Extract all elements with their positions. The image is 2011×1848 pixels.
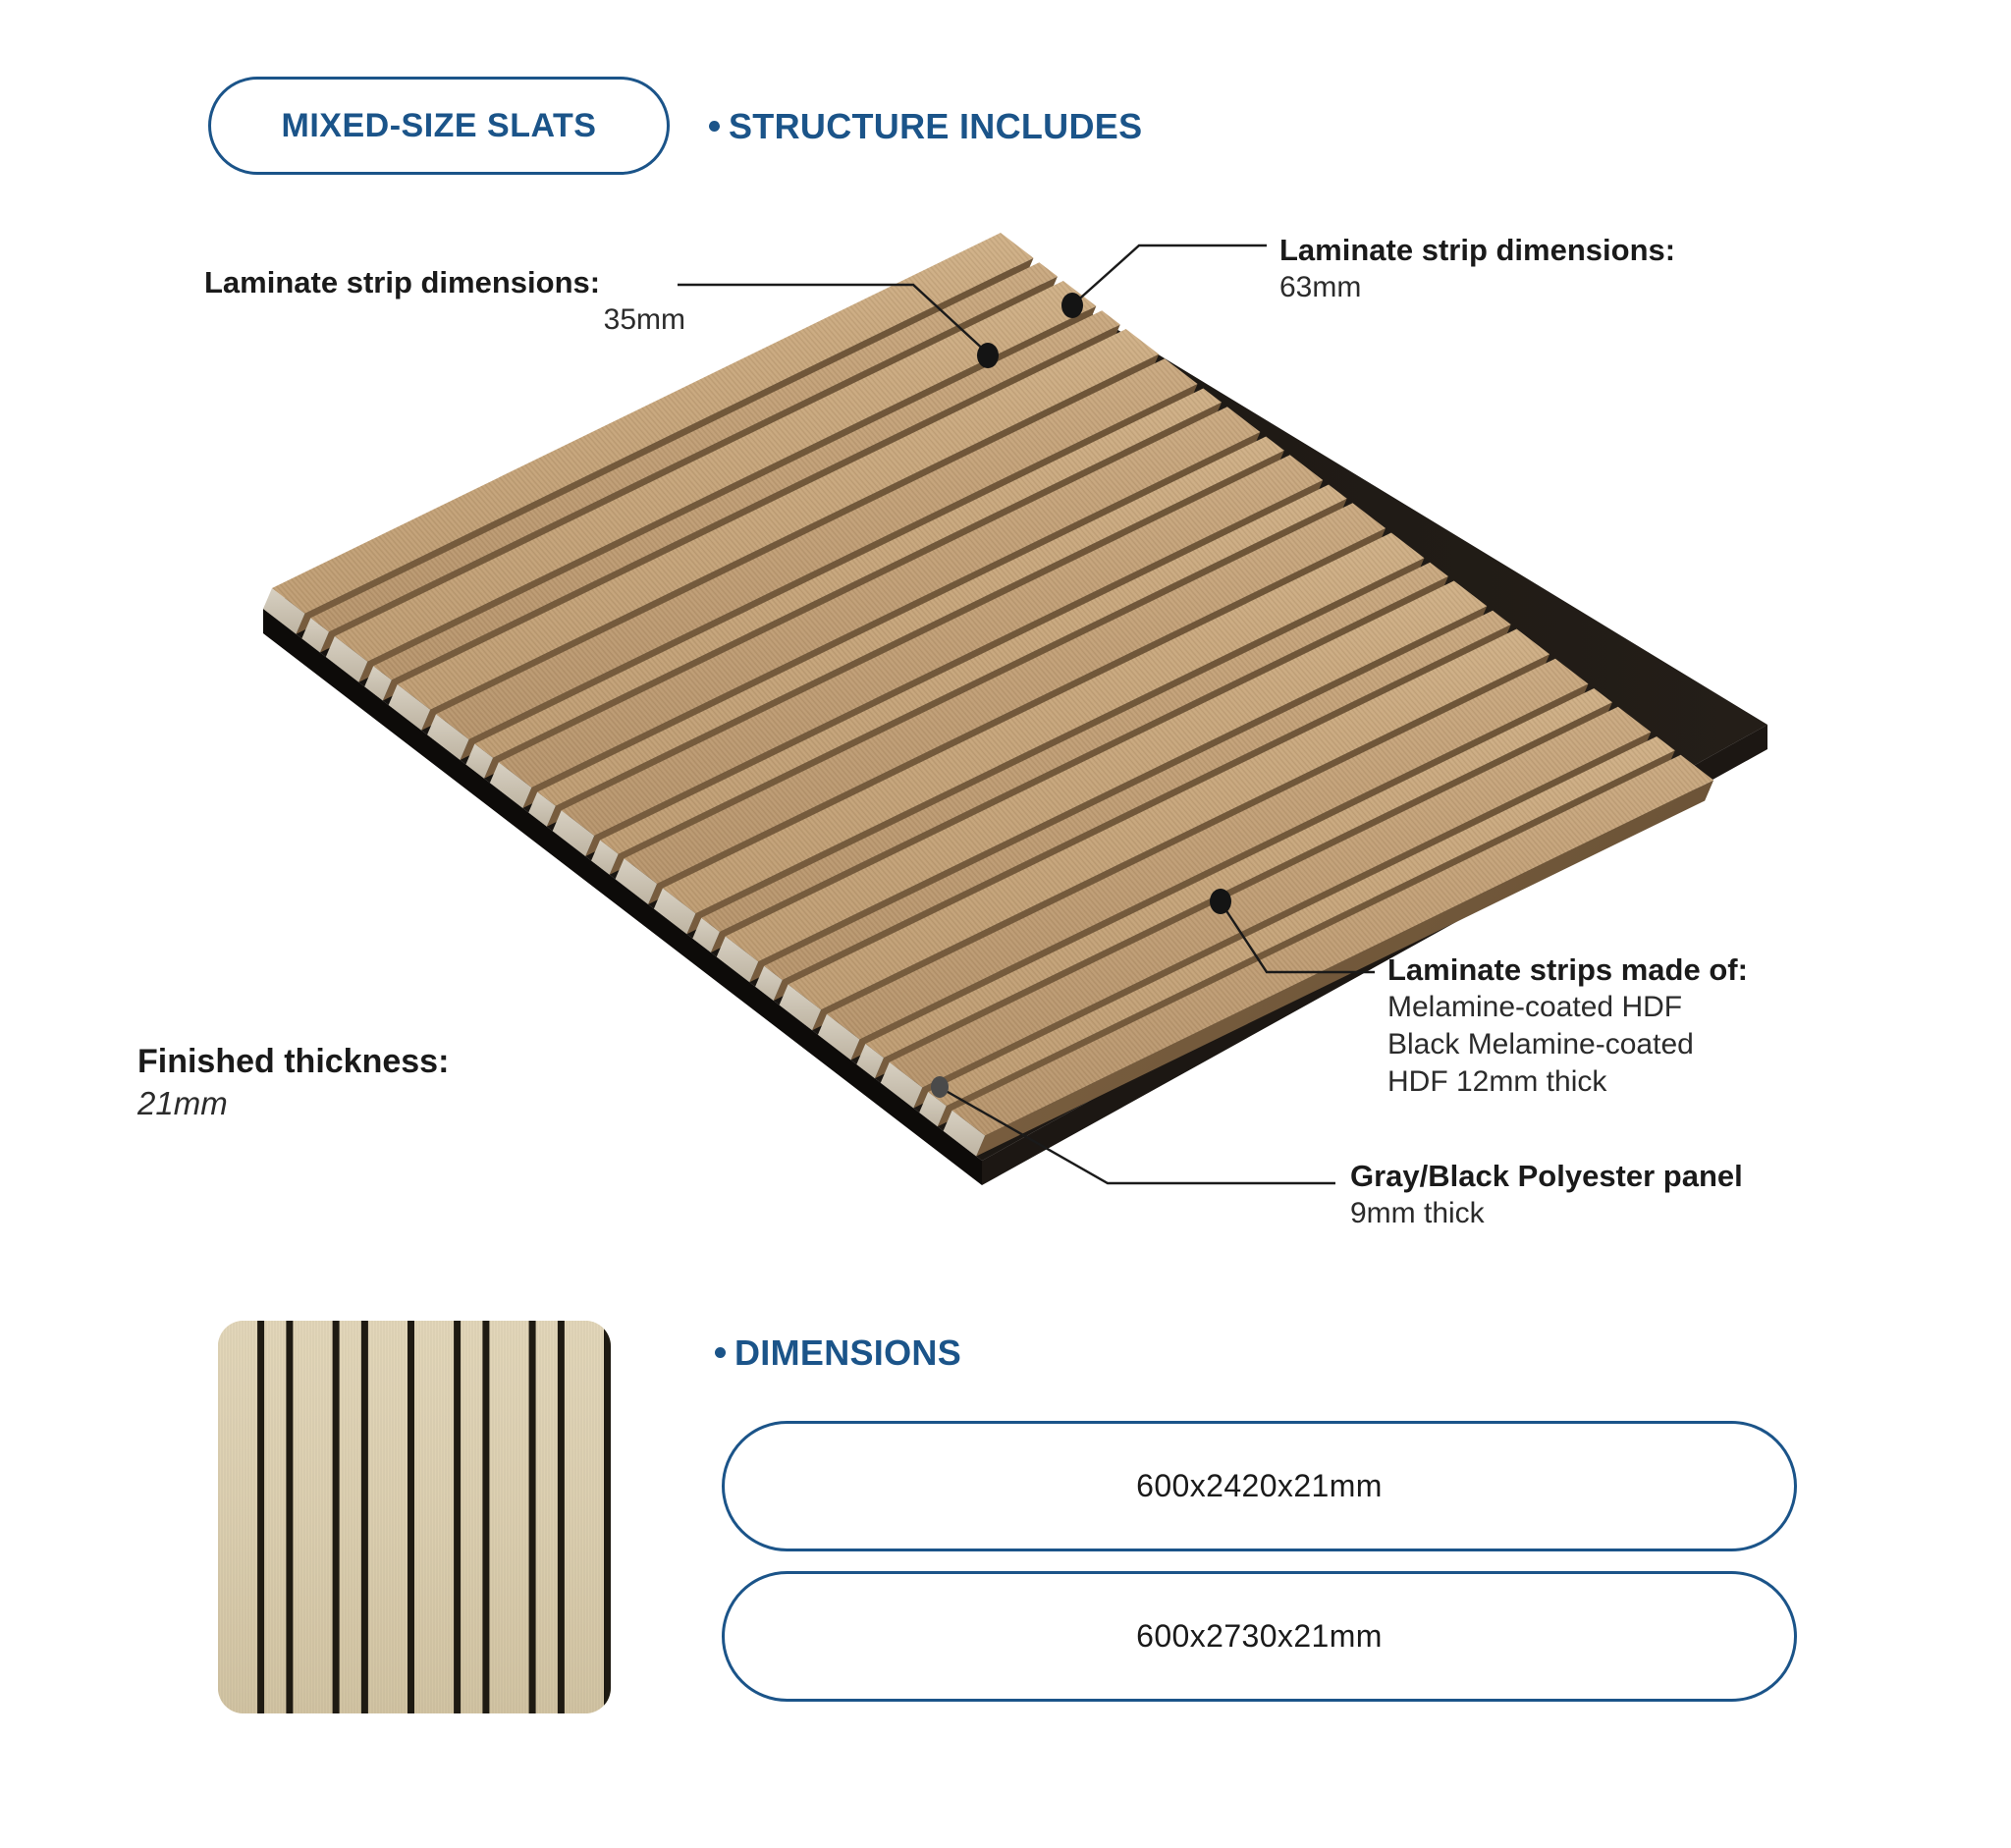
callout-slat-wide-value: 63mm bbox=[1279, 271, 1362, 304]
dot-marker-backing bbox=[931, 1076, 949, 1098]
callout-backing-panel bbox=[1350, 1157, 1743, 1232]
swatch-groove bbox=[257, 1321, 264, 1713]
dimension-option-0-label: 600x2420x21mm bbox=[1136, 1468, 1383, 1503]
swatch-groove bbox=[529, 1321, 536, 1713]
bullet-icon bbox=[715, 1347, 726, 1358]
dot-marker-35mm bbox=[977, 343, 999, 368]
callout-laminate-title: Laminate strips made of: bbox=[1387, 952, 1748, 987]
callout-thickness-value: 21mm bbox=[137, 1084, 228, 1121]
swatch-groove bbox=[482, 1321, 489, 1713]
swatch-svg bbox=[218, 1321, 611, 1713]
dimension-option-1-label: 600x2730x21mm bbox=[1136, 1618, 1383, 1654]
callout-thickness-title: Finished thickness: bbox=[137, 1043, 450, 1080]
callout-slat-wide-title: Laminate strip dimensions: bbox=[1279, 233, 1676, 267]
callout-finished-thickness bbox=[137, 1041, 449, 1123]
mixed-size-slats-label: MIXED-SIZE SLATS bbox=[281, 106, 597, 144]
swatch-groove bbox=[408, 1321, 414, 1713]
callout-laminate-material bbox=[1387, 951, 1748, 1100]
dimensions-heading bbox=[715, 1332, 961, 1374]
callout-slat-wide bbox=[1279, 231, 1675, 306]
callout-backing-value: 9mm thick bbox=[1350, 1197, 1485, 1230]
swatch-groove bbox=[286, 1321, 293, 1713]
structure-includes-label: STRUCTURE INCLUDES bbox=[729, 106, 1143, 146]
callout-slat-narrow bbox=[204, 263, 695, 339]
dimension-option-1[interactable] bbox=[722, 1571, 1797, 1702]
swatch-groove bbox=[333, 1321, 340, 1713]
callout-backing-title: Gray/Black Polyester panel bbox=[1350, 1159, 1743, 1193]
swatch-groove bbox=[454, 1321, 461, 1713]
callout-laminate-line2: Black Melamine-coated bbox=[1387, 1027, 1694, 1060]
callout-laminate-line3: HDF 12mm thick bbox=[1387, 1064, 1607, 1098]
dot-marker-laminate bbox=[1210, 889, 1231, 914]
dimension-option-0[interactable] bbox=[722, 1421, 1797, 1551]
callout-slat-narrow-value: 35mm bbox=[603, 303, 685, 337]
callout-slat-narrow-title: Laminate strip dimensions: bbox=[204, 265, 601, 299]
panel-swatch-thumbnail bbox=[218, 1321, 611, 1713]
dimensions-label: DIMENSIONS bbox=[734, 1332, 962, 1373]
callout-laminate-line1: Melamine-coated HDF bbox=[1387, 991, 1683, 1024]
swatch-groove bbox=[361, 1321, 368, 1713]
dot-marker-63mm bbox=[1061, 293, 1083, 318]
swatch-groove bbox=[604, 1321, 611, 1713]
swatch-groove bbox=[558, 1321, 565, 1713]
